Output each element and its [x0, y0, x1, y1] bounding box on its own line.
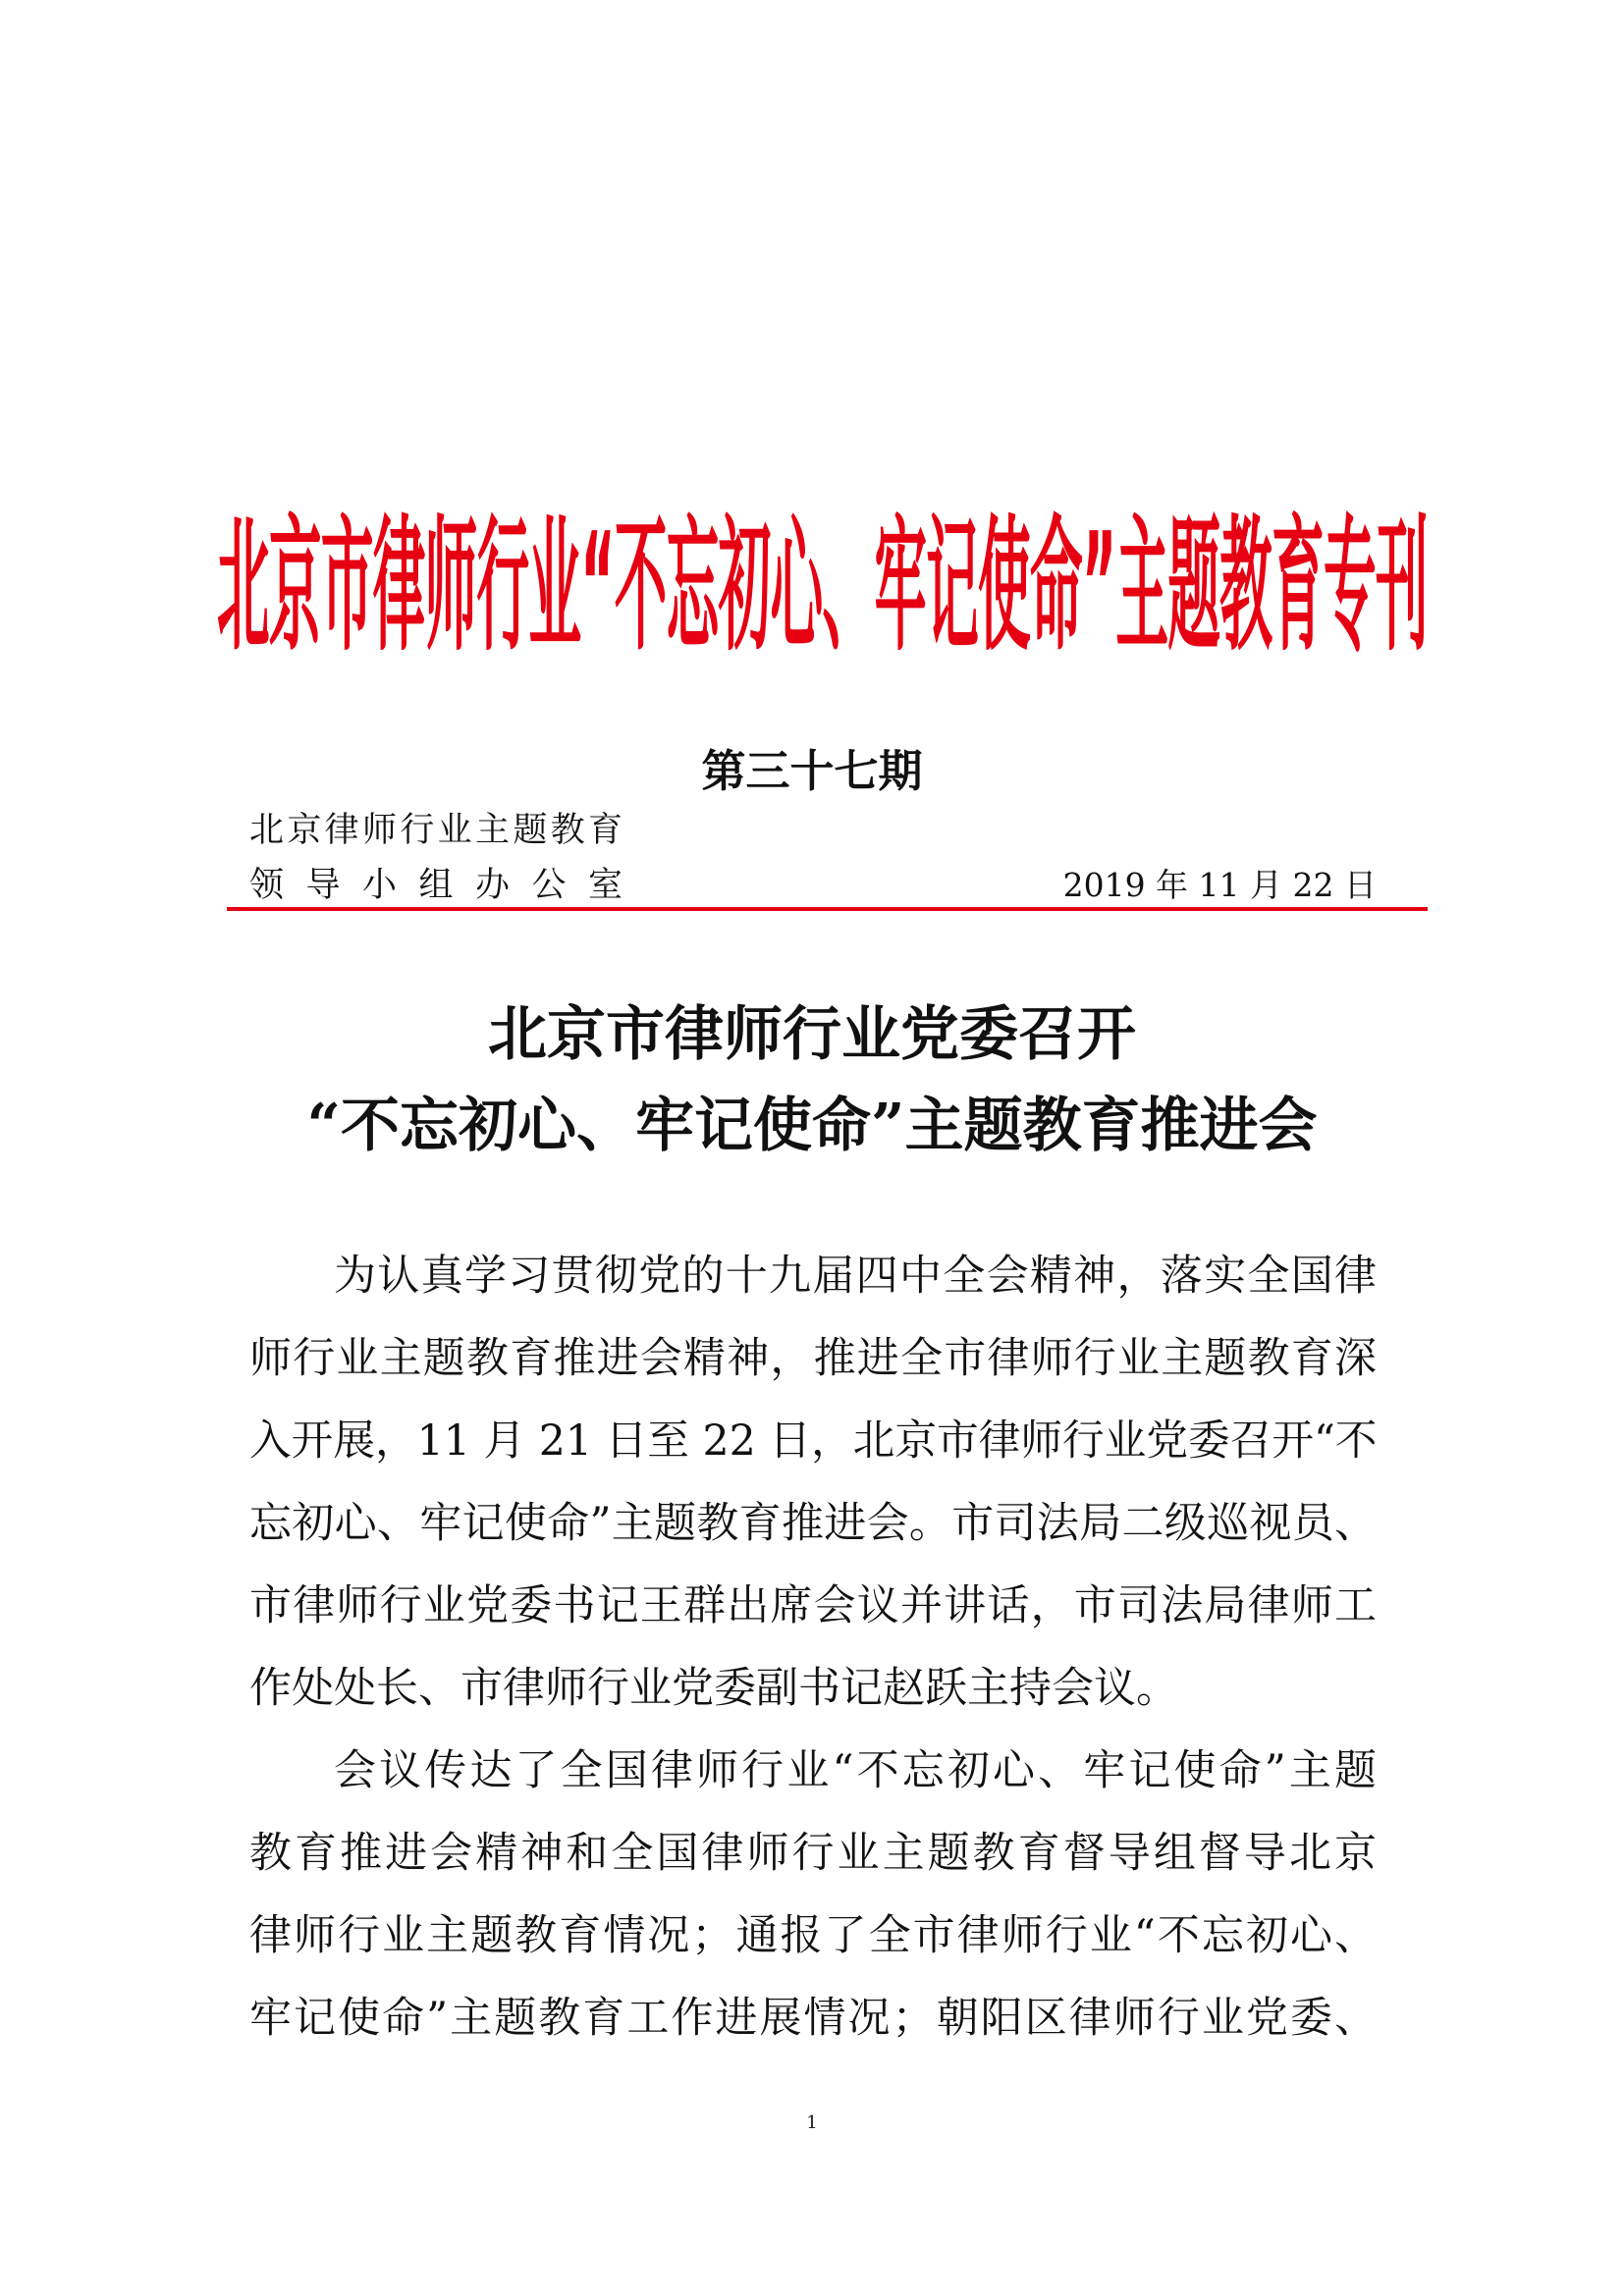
page-number: 1: [806, 2112, 818, 2133]
masthead-title: [217, 502, 1428, 670]
headline-line-1: 北京市律师行业党委召开: [488, 1000, 1136, 1069]
article-body: [249, 1235, 1377, 2059]
paragraph: [249, 1730, 1377, 2059]
red-divider-line: [227, 907, 1428, 911]
masthead-title-text: 北京市律师行业“不忘初心、牢记使命”主题教育专刊: [217, 502, 1428, 670]
body-line: 为认真学习贯彻党的十九届四中全会精神，落实全国律: [334, 1252, 1377, 1301]
body-line: 市律师行业党委书记王群出席会议并讲话，市司法局律师工: [249, 1581, 1377, 1630]
issuer-line-1: 北京律师行业主题教育: [249, 811, 623, 850]
body-line: 忘初心、牢记使命”主题教育推进会。市司法局二级巡视员、: [249, 1499, 1377, 1548]
issue-date: 2019 年 11 月 22 日: [1062, 866, 1377, 904]
paragraph: [249, 1235, 1377, 1730]
headline-line-2: “不忘初心、牢记使命”主题教育推进会: [306, 1092, 1318, 1160]
body-line: 牢记使命”主题教育工作进展情况；朝阳区律师行业党委、: [249, 1994, 1377, 2043]
body-line: 师行业主题教育推进会精神，推进全市律师行业主题教育深: [249, 1334, 1377, 1383]
body-line: 会议传达了全国律师行业“不忘初心、牢记使命”主题: [334, 1746, 1377, 1795]
body-line: 入开展，11 月 21 日至 22 日，北京市律师行业党委召开“不: [249, 1416, 1378, 1466]
body-line: 律师行业主题教育情况；通报了全市律师行业“不忘初心、: [249, 1911, 1377, 1960]
issuer-line-2: 领 导 小 组 办 公 室: [249, 866, 623, 905]
body-line: 作处处长、市律师行业党委副书记赵跃主持会议。: [249, 1664, 1178, 1713]
issue-number: 第三十七期: [701, 745, 923, 797]
body-line: 教育推进会精神和全国律师行业主题教育督导组督导北京: [249, 1829, 1377, 1878]
